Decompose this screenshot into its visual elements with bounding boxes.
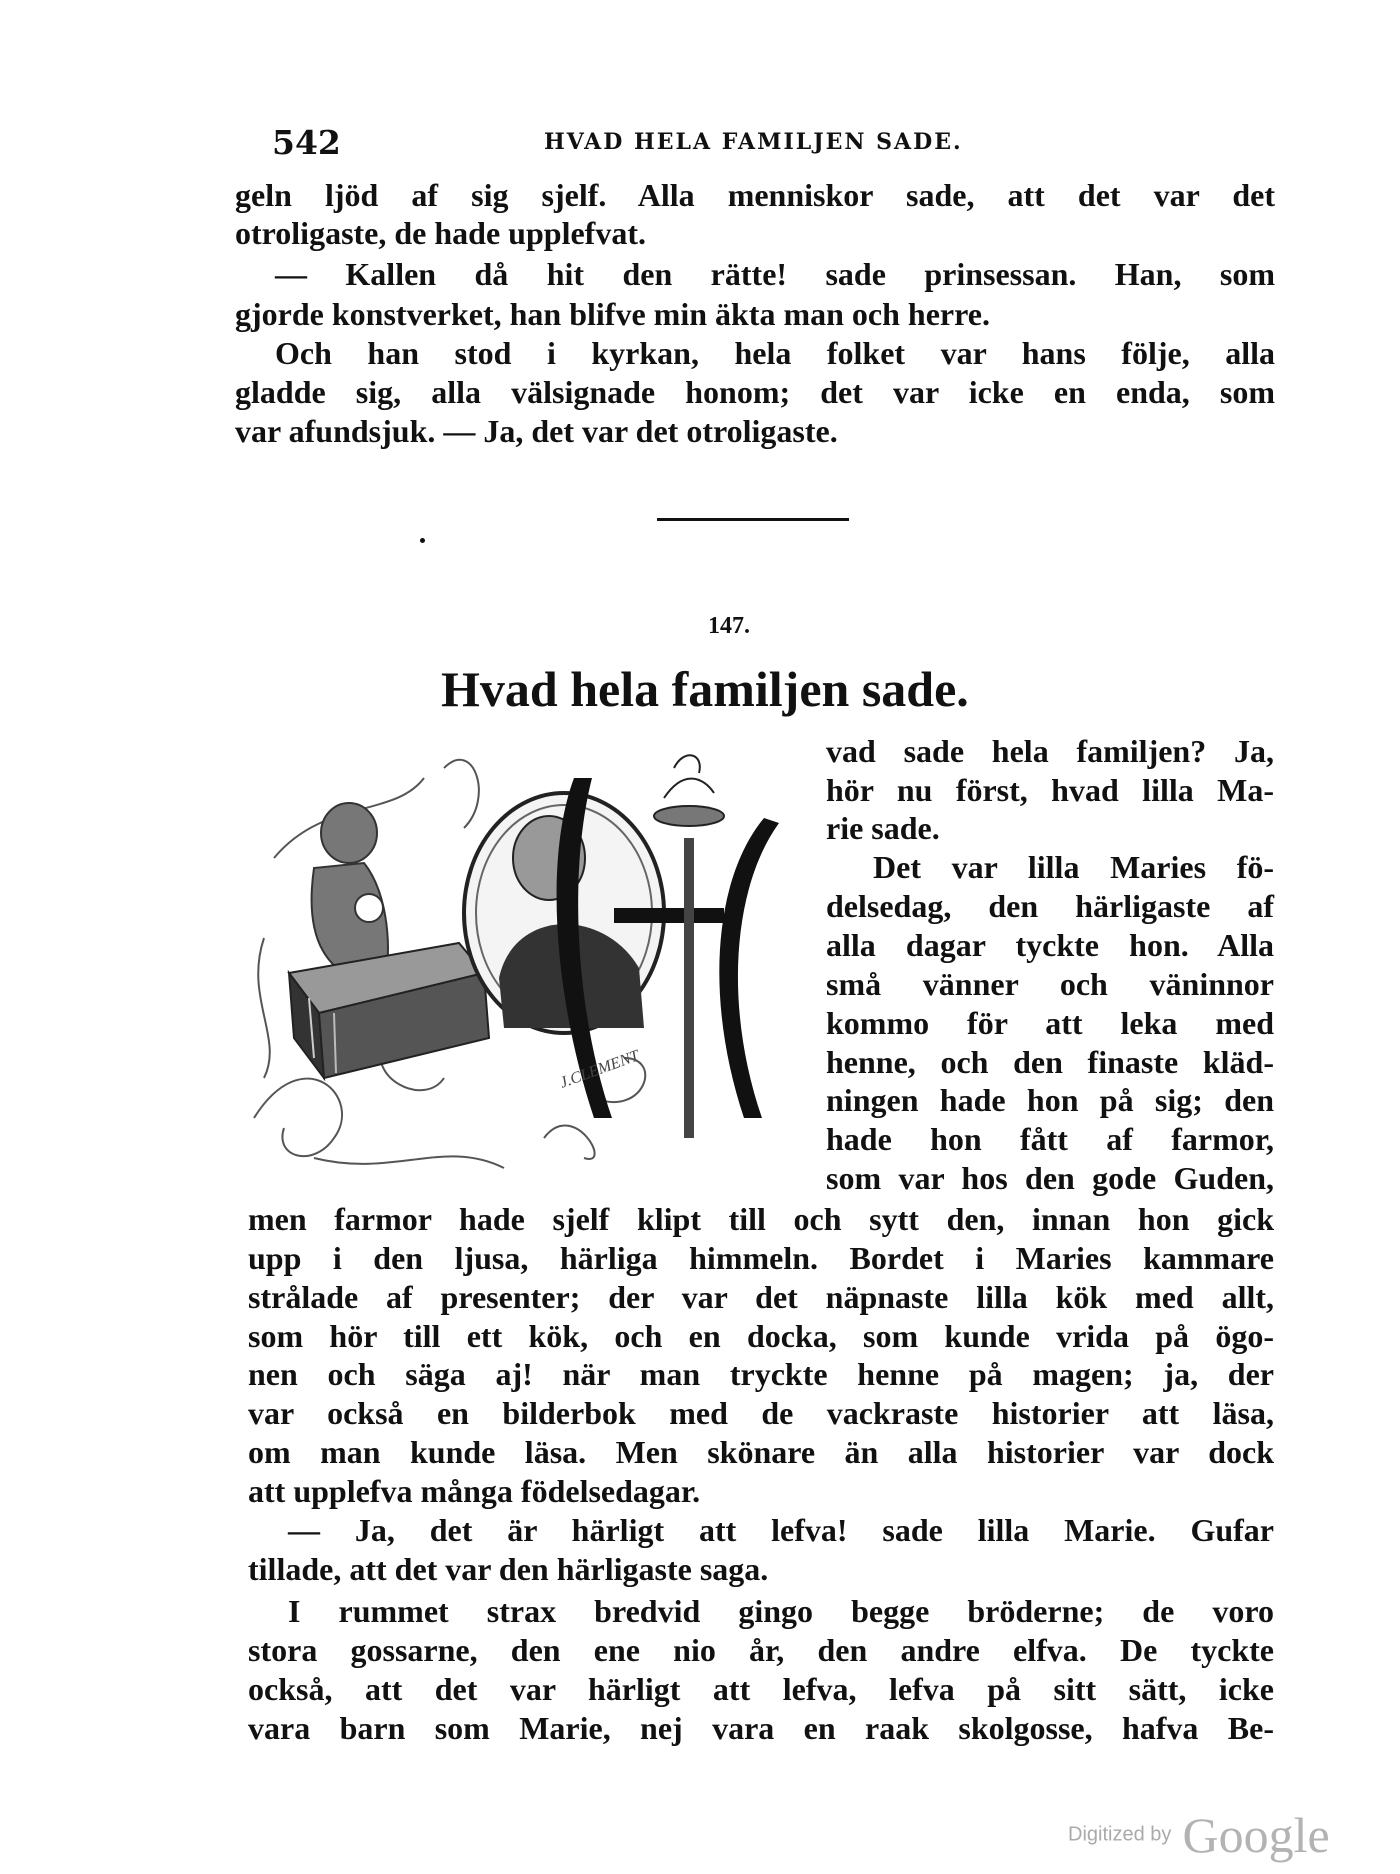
body-line: hade hon fått af farmor, <box>826 1121 1274 1157</box>
body-line: alla dagar tyckte hon. Alla <box>826 927 1274 963</box>
body-line: ningen hade hon på sig; den <box>826 1082 1274 1118</box>
body-line: henne, och den finaste kläd- <box>826 1044 1274 1080</box>
body-line: var också en bilderbok med de vackraste historier att läsa, <box>248 1395 1274 1431</box>
story-title: Hvad hela familjen sade. <box>441 661 969 717</box>
page-number: 542 <box>272 123 341 162</box>
body-line: hör nu först, hvad lilla Ma- <box>826 772 1274 808</box>
body-line: också, att det var härligt att lefva, lefva på sitt sätt, icke <box>248 1671 1274 1707</box>
body-line: — Ja, det är härligt att lefva! sade lilla Marie. Gufar <box>288 1512 1274 1548</box>
body-line: Det var lilla Maries fö- <box>873 849 1274 885</box>
body-line: om man kunde läsa. Men skönare än alla historier var dock <box>248 1434 1274 1470</box>
body-line: geln ljöd af sig sjelf. Alla menniskor sade, att det var det <box>235 177 1275 213</box>
body-line: strålade af presenter; der var det näpnaste lilla kök med allt, <box>248 1279 1274 1315</box>
body-line: gjorde konstverket, han blifve min äkta man och herre. <box>235 296 990 332</box>
digitized-watermark <box>1068 1806 1330 1863</box>
body-line: kommo för att leka med <box>826 1005 1274 1041</box>
body-line: att upplefva många födelsedagar. <box>248 1473 701 1509</box>
story-number: 147. <box>708 613 750 639</box>
body-line: vara barn som Marie, nej vara en raak skolgosse, hafva Be- <box>248 1710 1274 1746</box>
stray-dot <box>420 538 425 543</box>
body-line: otroligaste, de hade upplefvat. <box>235 215 646 251</box>
digitized-by-label: Digitized by <box>1068 1823 1172 1846</box>
running-head: HVAD HELA FAMILJEN SADE. <box>544 129 963 155</box>
illustration-signature: J.CLEMENT <box>557 1047 642 1092</box>
body-line: men farmor hade sjelf klipt till och sytt den, innan hon gick <box>248 1201 1274 1237</box>
body-line: som hör till ett kök, och en docka, som kunde vrida på ögo- <box>248 1318 1274 1354</box>
body-line: Och han stod i kyrkan, hela folket var hans följe, alla <box>275 335 1275 371</box>
body-line: rie sade. <box>826 810 940 846</box>
section-rule <box>657 518 849 521</box>
body-line: upp i den ljusa, härliga himmeln. Bordet i Maries kammare <box>248 1240 1274 1276</box>
google-logo: Google <box>1182 1807 1330 1863</box>
body-line: — Kallen då hit den rätte! sade prinsessan. Han, som <box>275 256 1275 292</box>
body-line: gladde sig, alla välsignade honom; det var icke en enda, som <box>235 374 1275 410</box>
body-line: små vänner och väninnor <box>826 966 1274 1002</box>
initial-letter-H-engraving-icon <box>244 738 824 1178</box>
body-line: I rummet strax bredvid gingo begge bröderne; de voro <box>288 1593 1274 1629</box>
body-line: var afundsjuk. — Ja, det var det otroligaste. <box>235 413 838 449</box>
body-line: nen och säga aj! när man tryckte henne på magen; ja, der <box>248 1356 1274 1392</box>
body-line: tillade, att det var den härligaste saga. <box>248 1551 769 1587</box>
body-line: delsedag, den härligaste af <box>826 888 1274 924</box>
body-line: stora gossarne, den ene nio år, den andre elfva. De tyckte <box>248 1632 1274 1668</box>
body-line: som var hos den gode Guden, <box>826 1160 1274 1196</box>
body-line: vad sade hela familjen? Ja, <box>826 733 1274 769</box>
